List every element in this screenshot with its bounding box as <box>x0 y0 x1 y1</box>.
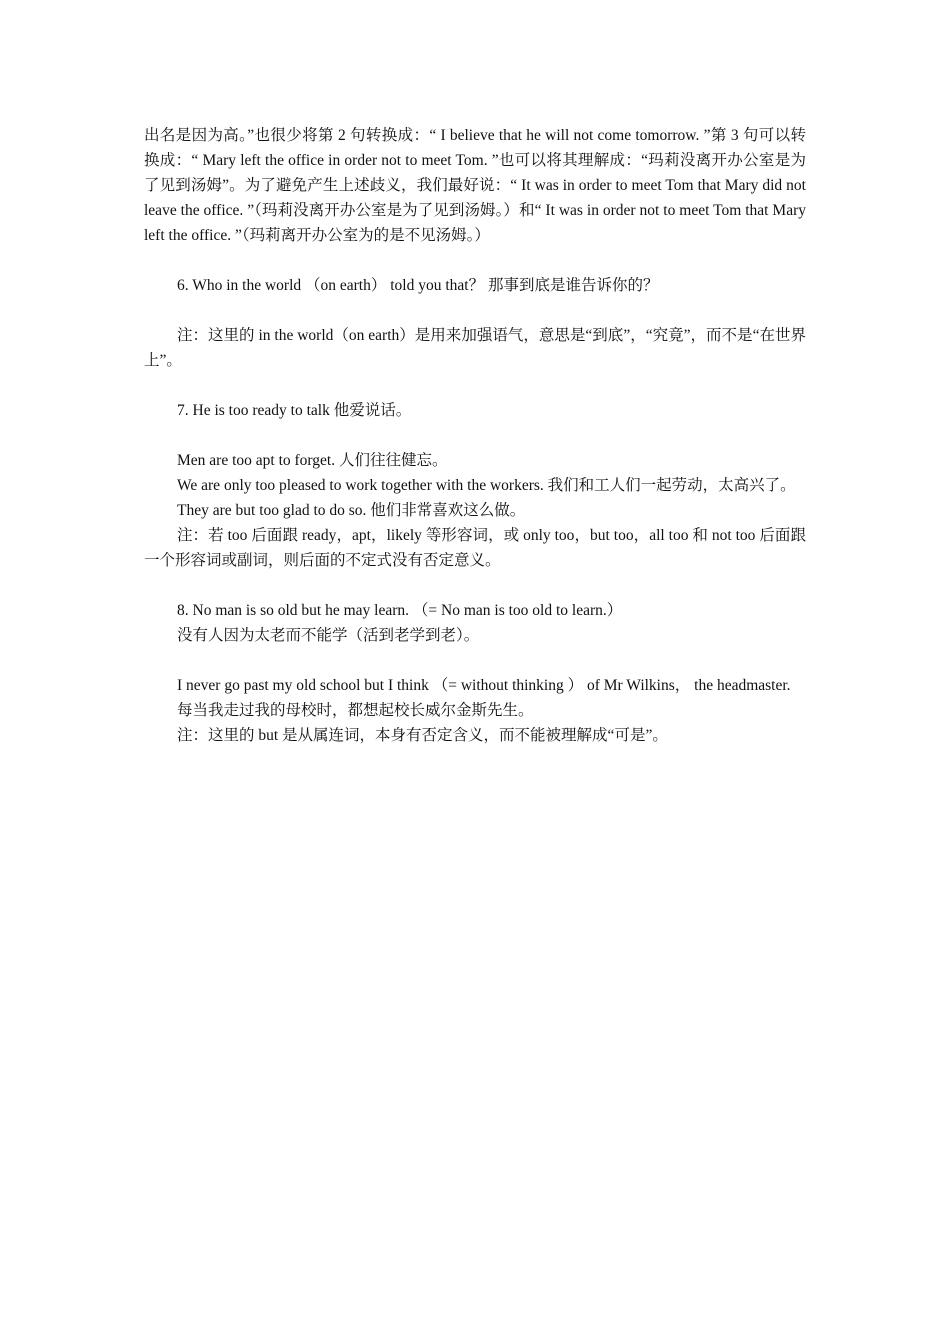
example-7-sentence-3: They are but too glad to do so. 他们非常喜欢这么做。 <box>177 502 526 519</box>
note-7: 注：若 too 后面跟 ready，apt，likely 等形容词，或 only too，but too，all too 和 not too 后面跟一个形容词或副词，则后面的不定式没有否定意义。 <box>144 527 806 569</box>
note-8: 注：这里的 but 是从属连词，本身有否定含义，而不能被理解成“可是”。 <box>177 727 668 744</box>
example-7-sentence-1: Men are too apt to forget. 人们往往健忘。 <box>177 452 448 469</box>
spacer <box>144 373 806 398</box>
spacer <box>144 648 806 673</box>
note-6: 注：这里的 in the world（on earth）是用来加强语气，意思是“到底”，“究竟”，而不是“在世界上”。 <box>144 327 806 369</box>
spacer <box>144 248 806 273</box>
example-7-sentence-2: We are only too pleased to work together with the workers. 我们和工人们一起劳动，太高兴了。 <box>177 477 796 494</box>
example-8-translation: 没有人因为太老而不能学（活到老学到老）。 <box>177 627 480 644</box>
spacer <box>144 423 806 448</box>
example-7: 7. He is too ready to talk 他爱说话。 <box>177 402 412 419</box>
document-body <box>144 123 806 748</box>
spacer <box>144 298 806 323</box>
spacer <box>144 573 806 598</box>
paragraph-explanation: 出名是因为高。”也很少将第 2 句转换成：“ I believe that he will not come tomorrow. ”第 3 句可以转换成：“ Mary left the office in order not to meet Tom. ”也可以将其理解成：“玛莉没离开办公室是为了见到汤姆”。为了避免产生上述歧义，我们最好说：“ It was in order to meet Tom that Mary did not leave the office. ”（玛莉没离开办公室是为了见到汤姆。）和“ It was in order not to meet Tom that Mary left the office. ”（玛莉离开办公室为的是不见汤姆。） <box>144 127 806 244</box>
example-8: 8. No man is so old but he may learn. （= No man is too old to learn.） <box>177 602 623 619</box>
example-8-sentence-2: I never go past my old school but I think （= without thinking ） of Mr Wilkins， the headmaster. <box>177 677 791 694</box>
example-8-sentence-2-translation: 每当我走过我的母校时，都想起校长威尔金斯先生。 <box>177 702 534 719</box>
example-6: 6. Who in the world （on earth） told you that？ 那事到底是谁告诉你的？ <box>177 277 659 294</box>
